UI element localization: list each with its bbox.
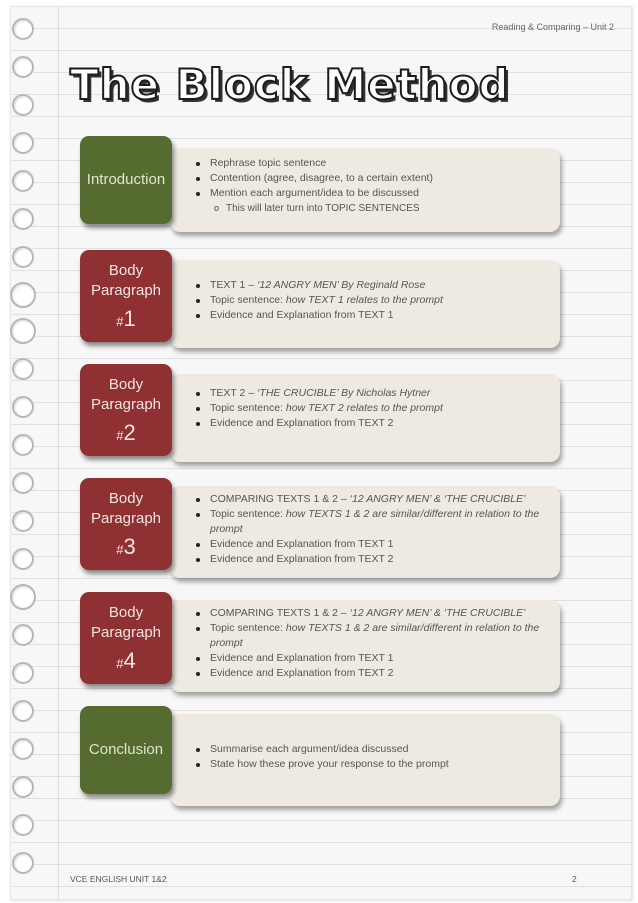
tag-digit: 2 (123, 419, 136, 445)
bullet-text: Topic sentence: (210, 622, 286, 634)
bullet-item: Evidence and Explanation from TEXT 1 (210, 651, 544, 666)
tag-number (116, 647, 136, 674)
body-paragraph-3-tag (80, 478, 172, 570)
binder-hole (12, 170, 34, 192)
introduction-sub-list (190, 201, 544, 216)
tag-number (116, 533, 136, 560)
bullet-text: Topic sentence: (210, 402, 286, 414)
tag-digit: 3 (123, 533, 136, 559)
sub-bullet-item: o This will later turn into TOPIC SENTENCES (226, 201, 544, 216)
bullet-text-italic: how TEXTS 1 & 2 are similar/different in relation to the prompt (210, 508, 540, 535)
tag-digit: 1 (123, 305, 136, 331)
conclusion-bullet-list (190, 742, 544, 772)
binder-hole (12, 358, 34, 380)
binder-hole (12, 738, 34, 760)
body-paragraph-1-section (80, 250, 560, 350)
binder-hole (10, 318, 36, 344)
bullet-item: Evidence and Explanation from TEXT 1 (210, 537, 544, 552)
body-paragraph-2-card (170, 374, 560, 462)
bullet-item: Contention (agree, disagree, to a certain extent) (210, 171, 544, 186)
bullet-text: TEXT 2 – (210, 387, 258, 399)
body-paragraph-3-card (170, 486, 560, 578)
bullet-item (210, 606, 544, 621)
bullet-item: Evidence and Explanation from TEXT 2 (210, 666, 544, 681)
binder-hole (12, 700, 34, 722)
tag-line-body: Body (108, 261, 144, 279)
tag-hash: # (116, 655, 124, 671)
bullet-item (210, 386, 544, 401)
introduction-bullet-list (190, 156, 544, 201)
binder-hole (12, 548, 34, 570)
body-paragraph-4-bullet-list (190, 606, 544, 681)
binder-hole (12, 662, 34, 684)
bullet-item: Mention each argument/idea to be discussed (210, 186, 544, 201)
introduction-card (170, 148, 560, 232)
tag-digit: 4 (123, 647, 136, 673)
bullet-text-italic: ‘THE CRUCIBLE’ By Nicholas Hytner (257, 387, 431, 399)
binder-holes (12, 18, 38, 898)
bullet-item: Rephrase topic sentence (210, 156, 544, 171)
footer-course-label: VCE ENGLISH UNIT 1&2 (70, 874, 167, 884)
bullet-item: State how these prove your response to the prompt (210, 757, 544, 772)
introduction-tag-label: Introduction (86, 171, 166, 188)
bullet-item: Evidence and Explanation from TEXT 1 (210, 308, 544, 323)
tag-line-body: Body (108, 375, 144, 393)
body-paragraph-4-section (80, 592, 560, 692)
tag-line-paragraph: Paragraph (90, 395, 162, 413)
binder-hole (10, 584, 36, 610)
binder-hole (10, 282, 36, 308)
tag-line-body: Body (108, 489, 144, 507)
body-paragraph-4-tag (80, 592, 172, 684)
margin-line (58, 6, 59, 898)
tag-hash: # (116, 427, 124, 443)
conclusion-tag-label: Conclusion (88, 741, 164, 758)
bullet-item (210, 401, 544, 416)
page-number: 2 (572, 874, 577, 884)
page-title: The Block Method (70, 60, 510, 109)
conclusion-tag (80, 706, 172, 794)
binder-hole (12, 208, 34, 230)
bullet-text: COMPARING TEXTS 1 & 2 – (210, 493, 350, 505)
bullet-text: Topic sentence: (210, 294, 286, 306)
binder-hole (12, 132, 34, 154)
binder-hole (12, 776, 34, 798)
bullet-text-italic: ‘12 ANGRY MEN’ & ‘THE CRUCIBLE’ (349, 493, 526, 505)
binder-hole (12, 56, 34, 78)
body-paragraph-2-section (80, 364, 560, 464)
binder-hole (12, 434, 34, 456)
body-paragraph-3-bullet-list (190, 492, 544, 567)
body-paragraph-1-card (170, 260, 560, 348)
binder-hole (12, 396, 34, 418)
introduction-tag (80, 136, 172, 224)
bullet-item (210, 507, 544, 537)
bullet-item: Evidence and Explanation from TEXT 2 (210, 552, 544, 567)
bullet-text-italic: how TEXT 2 relates to the prompt (285, 402, 443, 414)
binder-hole (12, 852, 34, 874)
bullet-item: Summarise each argument/idea discussed (210, 742, 544, 757)
tag-hash: # (116, 313, 124, 329)
bullet-text: COMPARING TEXTS 1 & 2 – (210, 607, 350, 619)
body-paragraph-1-bullet-list (190, 278, 544, 323)
body-paragraph-2-bullet-list (190, 386, 544, 431)
binder-hole (12, 472, 34, 494)
conclusion-section (80, 706, 560, 806)
body-paragraph-1-tag (80, 250, 172, 342)
tag-number (116, 419, 136, 446)
body-paragraph-2-tag (80, 364, 172, 456)
header-note: Reading & Comparing – Unit 2 (491, 22, 614, 32)
tag-line-paragraph: Paragraph (90, 281, 162, 299)
bullet-text-italic: ‘12 ANGRY MEN’ & ‘THE CRUCIBLE’ (349, 607, 526, 619)
bullet-item (210, 278, 544, 293)
bullet-text-italic: how TEXTS 1 & 2 are similar/different in relation to the prompt (210, 622, 540, 649)
bullet-item (210, 621, 544, 651)
body-paragraph-3-section (80, 478, 560, 578)
bullet-item (210, 293, 544, 308)
body-paragraph-4-card (170, 600, 560, 692)
binder-hole (12, 94, 34, 116)
tag-line-paragraph: Paragraph (90, 509, 162, 527)
bullet-item: Evidence and Explanation from TEXT 2 (210, 416, 544, 431)
introduction-section (80, 136, 560, 232)
tag-line-paragraph: Paragraph (90, 623, 162, 641)
bullet-text-italic: how TEXT 1 relates to the prompt (285, 294, 443, 306)
binder-hole (12, 624, 34, 646)
bullet-text-italic: ‘12 ANGRY MEN’ By Reginald Rose (257, 279, 426, 291)
bullet-text: Topic sentence: (210, 508, 286, 520)
binder-hole (12, 246, 34, 268)
binder-hole (12, 18, 34, 40)
binder-hole (12, 510, 34, 532)
tag-hash: # (116, 541, 124, 557)
conclusion-card (170, 714, 560, 806)
bullet-item (210, 492, 544, 507)
tag-line-body: Body (108, 603, 144, 621)
binder-hole (12, 814, 34, 836)
bullet-text: TEXT 1 – (210, 279, 258, 291)
tag-number (116, 305, 136, 332)
